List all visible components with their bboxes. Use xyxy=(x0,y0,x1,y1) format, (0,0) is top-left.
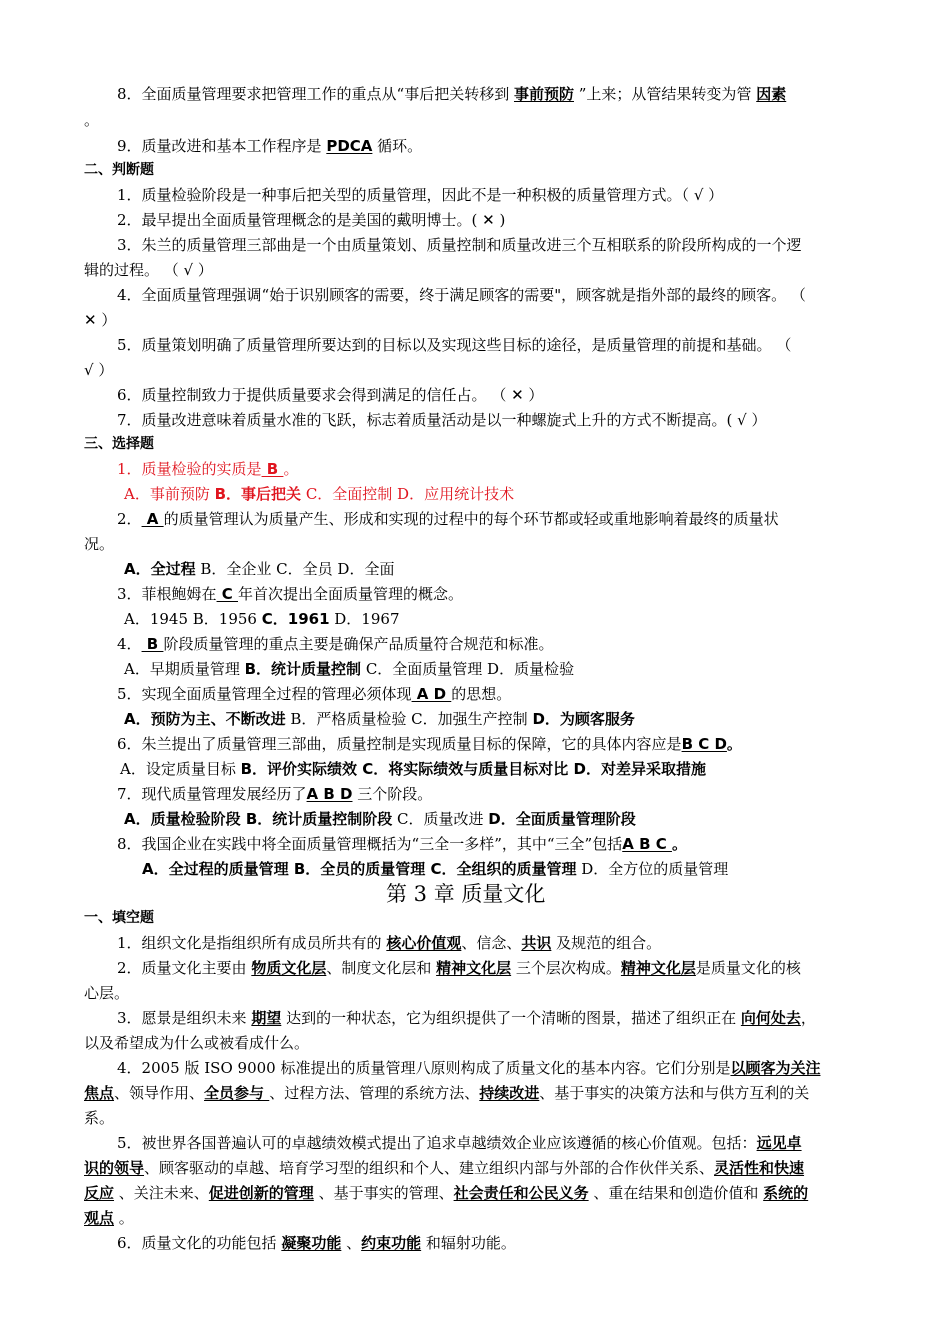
text-run: 8．全面质量管理要求把管理工作的重点从“事后把关转移到 xyxy=(117,85,514,103)
answer-blank: B C D xyxy=(681,735,727,753)
text-run: 二、判断题 xyxy=(84,162,154,178)
answer-blank: 核心价值观 xyxy=(386,934,462,952)
answer-blank: 共识 xyxy=(521,934,552,952)
text-line xyxy=(0,83,950,105)
text-run: 、基于事实的决策方法和与供方互利的关 xyxy=(539,1084,810,1102)
text-run: 达到的一种状态，它为组织提供了一个清晰的图景，描述了组织正在 xyxy=(281,1009,741,1027)
answer-blank: 远见卓 xyxy=(756,1134,802,1152)
text-line xyxy=(0,259,950,281)
text-line xyxy=(0,1207,950,1229)
text-line xyxy=(0,1132,950,1154)
text-line xyxy=(0,1082,950,1104)
answer-blank: A B C xyxy=(622,835,672,853)
answer-blank: 系统的 xyxy=(763,1184,809,1202)
answer-blank: 反应 xyxy=(84,1184,115,1202)
answer-blank: PDCA xyxy=(326,137,373,155)
text-line xyxy=(0,558,950,580)
text-line xyxy=(0,359,950,381)
text-run: 阶段质量管理的重点主要是确保产品质量符合规范和标准。 xyxy=(163,635,554,653)
text-run: C．1961 xyxy=(261,610,330,628)
answer-blank: B xyxy=(261,460,284,478)
text-line xyxy=(0,533,950,555)
text-line xyxy=(0,334,950,356)
text-run: 5．实现全面质量管理全过程的管理必须体现 xyxy=(117,685,412,703)
text-run: ， xyxy=(800,1009,816,1027)
text-line xyxy=(0,309,950,331)
answer-blank: 向何处去 xyxy=(740,1009,801,1027)
text-line xyxy=(0,583,950,605)
section-heading xyxy=(0,907,950,929)
text-line xyxy=(0,683,950,705)
text-line xyxy=(0,1007,950,1029)
answer-blank: B xyxy=(141,635,164,653)
text-line xyxy=(0,833,950,855)
answer-blank: 全员参与 xyxy=(204,1084,270,1102)
answer-blank: A D xyxy=(411,685,452,703)
answer-blank: 观点 xyxy=(84,1209,115,1227)
text-run: 6．质量控制致力于提供质量要求会得到满足的信任占。 （ ✕ ） xyxy=(117,386,544,404)
text-run: A．事前预防 xyxy=(124,485,215,503)
answer-blank: 焦点 xyxy=(84,1084,115,1102)
text-run: 4．全面质量管理强调“始于识别顾客的需要，终于满足顾客的需要"，顾客就是指外部的最终的顾客。 （ xyxy=(117,286,806,304)
text-run: A．设定质量目标 xyxy=(120,760,241,778)
answer-blank: 社会责任和公民义务 xyxy=(453,1184,589,1202)
text-run: 循环。 xyxy=(372,137,423,155)
text-run: 况。 xyxy=(84,535,115,553)
text-run: 。 xyxy=(84,111,100,129)
text-line xyxy=(0,633,950,655)
answer-blank: 因素 xyxy=(756,85,787,103)
chapter-title xyxy=(0,883,950,905)
text-run: A．全过程 xyxy=(124,560,196,578)
text-line xyxy=(0,1232,950,1254)
text-run: B．事后把关 xyxy=(214,485,302,503)
answer-blank: 物质文化层 xyxy=(251,959,327,977)
text-line xyxy=(0,409,950,431)
text-run: 、 xyxy=(341,1234,362,1252)
text-run: 7．现代质量管理发展经历了 xyxy=(117,785,307,803)
text-run: 第 3 章 质量文化 xyxy=(386,882,546,906)
text-line xyxy=(0,1057,950,1079)
text-run: 年首次提出全面质量管理的概念。 xyxy=(238,585,464,603)
text-run: 4．2005 版 ISO 9000 标准提出的质量管理八原则构成了质量文化的基本内容。它们分别是 xyxy=(117,1059,731,1077)
text-run: 三个阶段。 xyxy=(352,785,433,803)
text-run: 6．朱兰提出了质量管理三部曲，质量控制是实现质量目标的保障，它的具体内容应是 xyxy=(117,735,682,753)
text-run: B．全企业 C．全员 D．全面 xyxy=(195,560,395,578)
text-run: 、过程方法、管理的系统方法、 xyxy=(269,1084,480,1102)
text-run: D．全面质量管理阶段 xyxy=(488,810,636,828)
text-run: 2．最早提出全面质量管理概念的是美国的戴明博士。( ✕ ) xyxy=(117,211,506,229)
section-heading xyxy=(0,159,950,181)
section-heading xyxy=(0,433,950,455)
text-run: 。 xyxy=(114,1209,134,1227)
answer-blank: A xyxy=(141,510,164,528)
text-run: 1．质量检验的实质是 xyxy=(117,460,262,478)
text-run: A．1945 B．1956 xyxy=(124,610,262,628)
text-run: A．全过程的质量管理 B．全员的质量管理 C．全组织的质量管理 xyxy=(142,860,577,878)
answer-blank: 精神文化层 xyxy=(620,959,696,977)
text-run: 1．质量检验阶段是一种事后把关型的质量管理，因此不是一种积极的质量管理方式。（ √ ） xyxy=(117,186,724,204)
text-run: 7．质量改进意味着质量水准的飞跃，标志着质量活动是以一种螺旋式上升的方式不断提高。( √ ） xyxy=(117,411,767,429)
text-run: 3．朱兰的质量管理三部曲是一个由质量策划、质量控制和质量改进三个互相联系的阶段所构成的一个逻 xyxy=(117,236,802,254)
text-line xyxy=(0,733,950,755)
text-line xyxy=(0,234,950,256)
text-line xyxy=(0,932,950,954)
text-line xyxy=(0,1107,950,1129)
text-line xyxy=(0,284,950,306)
text-run: 和辐射功能。 xyxy=(421,1234,516,1252)
text-line xyxy=(0,982,950,1004)
text-run: 系。 xyxy=(84,1109,115,1127)
text-run: 6．质量文化的功能包括 xyxy=(117,1234,282,1252)
text-line xyxy=(0,184,950,206)
text-line xyxy=(0,858,950,880)
text-run: 辑的过程。 （ √ ） xyxy=(84,261,213,279)
answer-blank: 灵活性和快速 xyxy=(714,1159,805,1177)
answer-blank: 促进创新的管理 xyxy=(208,1184,314,1202)
text-line xyxy=(0,508,950,530)
text-run: 2．质量文化主要由 xyxy=(117,959,252,977)
text-line xyxy=(0,708,950,730)
text-run: A．质量检验阶段 B．统计质量控制阶段 xyxy=(124,810,393,828)
text-run: C．质量改进 xyxy=(392,810,489,828)
text-run: 1．组织文化是指组织所有成员所共有的 xyxy=(117,934,387,952)
text-run: 。 xyxy=(283,460,299,478)
text-run: A．预防为主、不断改进 xyxy=(124,710,286,728)
text-run: 3．菲根鲍姆在 xyxy=(117,585,217,603)
text-run: 的质量管理认为质量产生、形成和实现的过程中的每个环节都或轻或重地影响着最终的质量状 xyxy=(163,510,779,528)
text-run: D．1967 xyxy=(329,610,400,628)
text-run: 8．我国企业在实践中将全面质量管理概括为“三全一多样”，其中“三全”包括 xyxy=(117,835,623,853)
text-line xyxy=(0,758,950,780)
text-line xyxy=(0,109,950,131)
text-run: 2． xyxy=(117,510,142,528)
text-run: 5．被世界各国普遍认可的卓越绩效模式提出了追求卓越绩效企业应该遵循的核心价值观。包括： xyxy=(117,1134,757,1152)
text-run: 、关注未来、 xyxy=(114,1184,209,1202)
text-run: 三、选择题 xyxy=(84,436,154,452)
text-run: D．全方位的质量管理 xyxy=(576,860,729,878)
text-line xyxy=(0,808,950,830)
text-run: 三个层次构成。 xyxy=(511,959,621,977)
text-run: ✕ ） xyxy=(84,311,117,329)
text-run: 3．愿景是组织未来 xyxy=(117,1009,252,1027)
text-run: D．为顾客服务 xyxy=(532,710,635,728)
text-run: √ ） xyxy=(84,361,114,379)
text-line xyxy=(0,957,950,979)
text-run: ”上来；从管结果转变为管 xyxy=(574,85,757,103)
answer-blank: C xyxy=(216,585,238,603)
answer-blank: 期望 xyxy=(251,1009,282,1027)
text-run: 及规范的组合。 xyxy=(551,934,662,952)
text-line xyxy=(0,608,950,630)
text-run: A．早期质量管理 xyxy=(124,660,245,678)
answer-blank: 凝聚功能 xyxy=(281,1234,342,1252)
text-run: B．评价实际绩效 C．将实际绩效与质量目标对比 D．对差异采取措施 xyxy=(240,760,706,778)
text-line xyxy=(0,1182,950,1204)
answer-blank: 持续改进 xyxy=(479,1084,540,1102)
answer-blank: 精神文化层 xyxy=(436,959,512,977)
text-run: 一、填空题 xyxy=(84,910,154,926)
text-run: 是质量文化的核 xyxy=(695,959,801,977)
text-run: 9．质量改进和基本工作程序是 xyxy=(117,137,327,155)
text-line xyxy=(0,1032,950,1054)
text-run: C．全面质量管理 D．质量检验 xyxy=(361,660,575,678)
text-run: 。 xyxy=(671,835,687,853)
text-line xyxy=(0,209,950,231)
text-line xyxy=(0,1157,950,1179)
answer-blank: 识的领导 xyxy=(84,1159,145,1177)
text-run: 、制度文化层和 xyxy=(326,959,437,977)
text-run: 心层。 xyxy=(84,984,130,1002)
text-run: 、领导作用、 xyxy=(114,1084,205,1102)
text-run: 5．质量策划明确了质量管理所要达到的目标以及实现这些目标的途径，是质量管理的前提和基础。 （ xyxy=(117,336,792,354)
text-line xyxy=(0,458,950,480)
text-run: 、重在结果和创造价值和 xyxy=(588,1184,764,1202)
text-run: C．全面控制 D．应用统计技术 xyxy=(301,485,515,503)
text-line xyxy=(0,483,950,505)
answer-blank: 约束功能 xyxy=(361,1234,422,1252)
text-run: 。 xyxy=(726,735,742,753)
text-line xyxy=(0,783,950,805)
text-run: 、信念、 xyxy=(461,934,522,952)
text-run: 、顾客驱动的卓越、培育学习型的组织和个人、建立组织内部与外部的合作伙伴关系、 xyxy=(144,1159,715,1177)
text-run: B．统计质量控制 xyxy=(244,660,362,678)
text-run: 、基于事实的管理、 xyxy=(313,1184,454,1202)
answer-blank: 以顾客为关注 xyxy=(730,1059,821,1077)
text-line xyxy=(0,384,950,406)
text-line xyxy=(0,658,950,680)
text-line xyxy=(0,135,950,157)
text-run: 的思想。 xyxy=(451,685,512,703)
text-run: 4． xyxy=(117,635,142,653)
answer-blank: 事前预防 xyxy=(513,85,574,103)
text-run: B．严格质量检验 C．加强生产控制 xyxy=(285,710,533,728)
answer-blank: A B D xyxy=(306,785,353,803)
text-run: 以及希望成为什么或被看成什么。 xyxy=(84,1034,310,1052)
